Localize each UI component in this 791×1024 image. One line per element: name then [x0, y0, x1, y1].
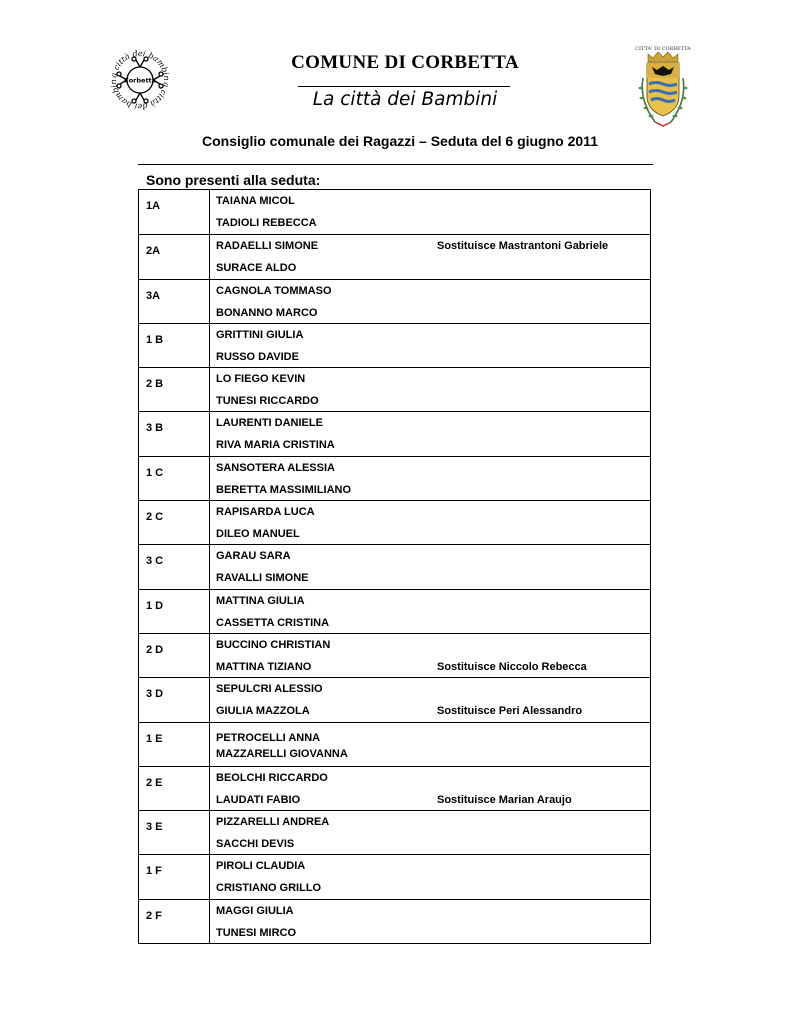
table-row — [139, 411, 650, 455]
column-divider — [209, 767, 210, 810]
column-divider — [209, 412, 210, 455]
student-name: TADIOLI REBECCA — [216, 217, 317, 229]
class-label: 1 C — [146, 466, 164, 479]
student-name: BONANNO MARCO — [216, 306, 318, 319]
class-label: 3 D — [146, 688, 164, 701]
student-name: MATTINA TIZIANO — [216, 660, 312, 673]
student-name: TAIANA MICOL — [216, 195, 295, 207]
table-row — [139, 544, 650, 588]
student-name: SEPULCRI ALESSIO — [216, 683, 323, 696]
substitution-note: Sostituisce Peri Alessandro — [437, 705, 583, 718]
student-name: LO FIEGO KEVIN — [216, 373, 306, 386]
substitution-note: Sostituisce Mastrantoni Gabriele — [437, 240, 609, 253]
student-name: MATTINA GIULIA — [216, 594, 305, 607]
student-name: LAURENTI DANIELE — [216, 417, 323, 430]
column-divider — [209, 280, 210, 323]
student-name: LAUDATI FABIO — [216, 793, 301, 806]
student-name: DILEO MANUEL — [216, 528, 300, 541]
column-divider — [209, 545, 210, 588]
table-row — [139, 854, 650, 898]
student-name: RAPISARDA LUCA — [216, 506, 315, 519]
class-label: 2 D — [146, 643, 164, 656]
table-row — [139, 633, 650, 677]
student-name: BEOLCHI RICCARDO — [216, 771, 328, 784]
coat-of-arms-crest — [633, 44, 693, 130]
student-name: PIROLI CLAUDIA — [216, 860, 306, 873]
column-divider — [209, 368, 210, 411]
column-divider — [209, 235, 210, 278]
column-divider — [209, 457, 210, 500]
municipality-title: COMUNE DI CORBETTA — [291, 52, 519, 73]
column-divider — [209, 678, 210, 721]
table-row — [139, 677, 650, 721]
table-row — [139, 190, 650, 234]
table-row — [139, 589, 650, 633]
table-row — [139, 279, 650, 323]
column-divider — [209, 900, 210, 943]
class-label: 1A — [146, 200, 161, 212]
student-name: SACCHI DEVIS — [216, 838, 295, 851]
student-name: CRISTIANO GRILLO — [216, 882, 322, 895]
student-name: BUCCINO CHRISTIAN — [216, 638, 331, 651]
municipality-subtitle: La città dei Bambini — [312, 89, 498, 110]
table-row — [139, 367, 650, 411]
class-label: 2A — [146, 245, 161, 258]
student-name: GIULIA MAZZOLA — [216, 705, 310, 718]
student-name: TUNESI RICCARDO — [216, 395, 319, 408]
table-row — [139, 500, 650, 544]
table-row — [139, 899, 650, 943]
column-divider — [209, 811, 210, 854]
table-row — [139, 234, 650, 278]
student-name: CAGNOLA TOMMASO — [216, 284, 332, 297]
svg-text:CITTA' DI CORBETTA: CITTA' DI CORBETTA — [635, 46, 691, 52]
student-name: SURACE ALDO — [216, 262, 297, 275]
student-name: BERETTA MASSIMILIANO — [216, 483, 352, 496]
column-divider — [209, 324, 210, 367]
student-name: PETROCELLI ANNA — [216, 731, 321, 744]
class-label: 2 C — [146, 511, 164, 524]
column-divider — [209, 634, 210, 677]
column-divider — [209, 590, 210, 633]
student-name: GARAU SARA — [216, 550, 291, 563]
student-name: RADAELLI SIMONE — [216, 240, 319, 253]
svg-text:La città dei bambini: a città dei bambin — [108, 79, 171, 112]
substitution-note: Sostituisce Marian Araujo — [437, 793, 572, 806]
student-name: TUNESI MIRCO — [216, 926, 297, 939]
title-divider — [298, 86, 510, 87]
class-label: 1 D — [146, 599, 164, 612]
student-name: GRITTINI GIULIA — [216, 328, 304, 341]
student-name: MAGGI GIULIA — [216, 904, 294, 917]
column-divider — [209, 855, 210, 898]
table-row — [139, 456, 650, 500]
student-name: PIZZARELLI ANDREA — [216, 816, 330, 829]
section-top-rule — [138, 164, 653, 165]
class-label: 1 B — [146, 333, 164, 346]
student-name: RIVA MARIA CRISTINA — [216, 439, 335, 452]
column-divider — [209, 190, 210, 234]
table-row — [139, 810, 650, 854]
class-label: 3 C — [146, 555, 164, 568]
class-label: 2 B — [146, 378, 164, 391]
class-label: 2 E — [146, 776, 163, 789]
class-label: 3 B — [146, 422, 164, 435]
student-name: MAZZARELLI GIOVANNA — [216, 747, 348, 760]
document-heading: Consiglio comunale dei Ragazzi – Seduta del 6 giugno 2011 — [202, 133, 598, 149]
student-name: SANSOTERA ALESSIA — [216, 461, 335, 474]
class-label: 3 E — [146, 821, 163, 834]
substitution-note: Sostituisce Niccolo Rebecca — [437, 660, 587, 673]
class-label: 1 E — [146, 732, 163, 745]
class-label: 3A — [146, 289, 161, 302]
svg-text:La città dei bambini: a città dei bambin — [109, 48, 172, 81]
table-row — [139, 766, 650, 810]
table-row — [139, 323, 650, 367]
class-label: 1 F — [146, 865, 162, 878]
class-label: 2 F — [146, 909, 162, 922]
column-divider — [209, 723, 210, 766]
student-name: RUSSO DAVIDE — [216, 350, 299, 363]
column-divider — [209, 501, 210, 544]
city-of-children-logo — [106, 46, 174, 114]
attendance-table — [138, 189, 651, 944]
attendance-section-label: Sono presenti alla seduta: — [146, 172, 321, 188]
student-name: CASSETTA CRISTINA — [216, 616, 330, 629]
table-row — [139, 722, 650, 766]
svg-text:Corbetta: Corbetta — [123, 76, 157, 85]
student-name: RAVALLI SIMONE — [216, 572, 309, 585]
